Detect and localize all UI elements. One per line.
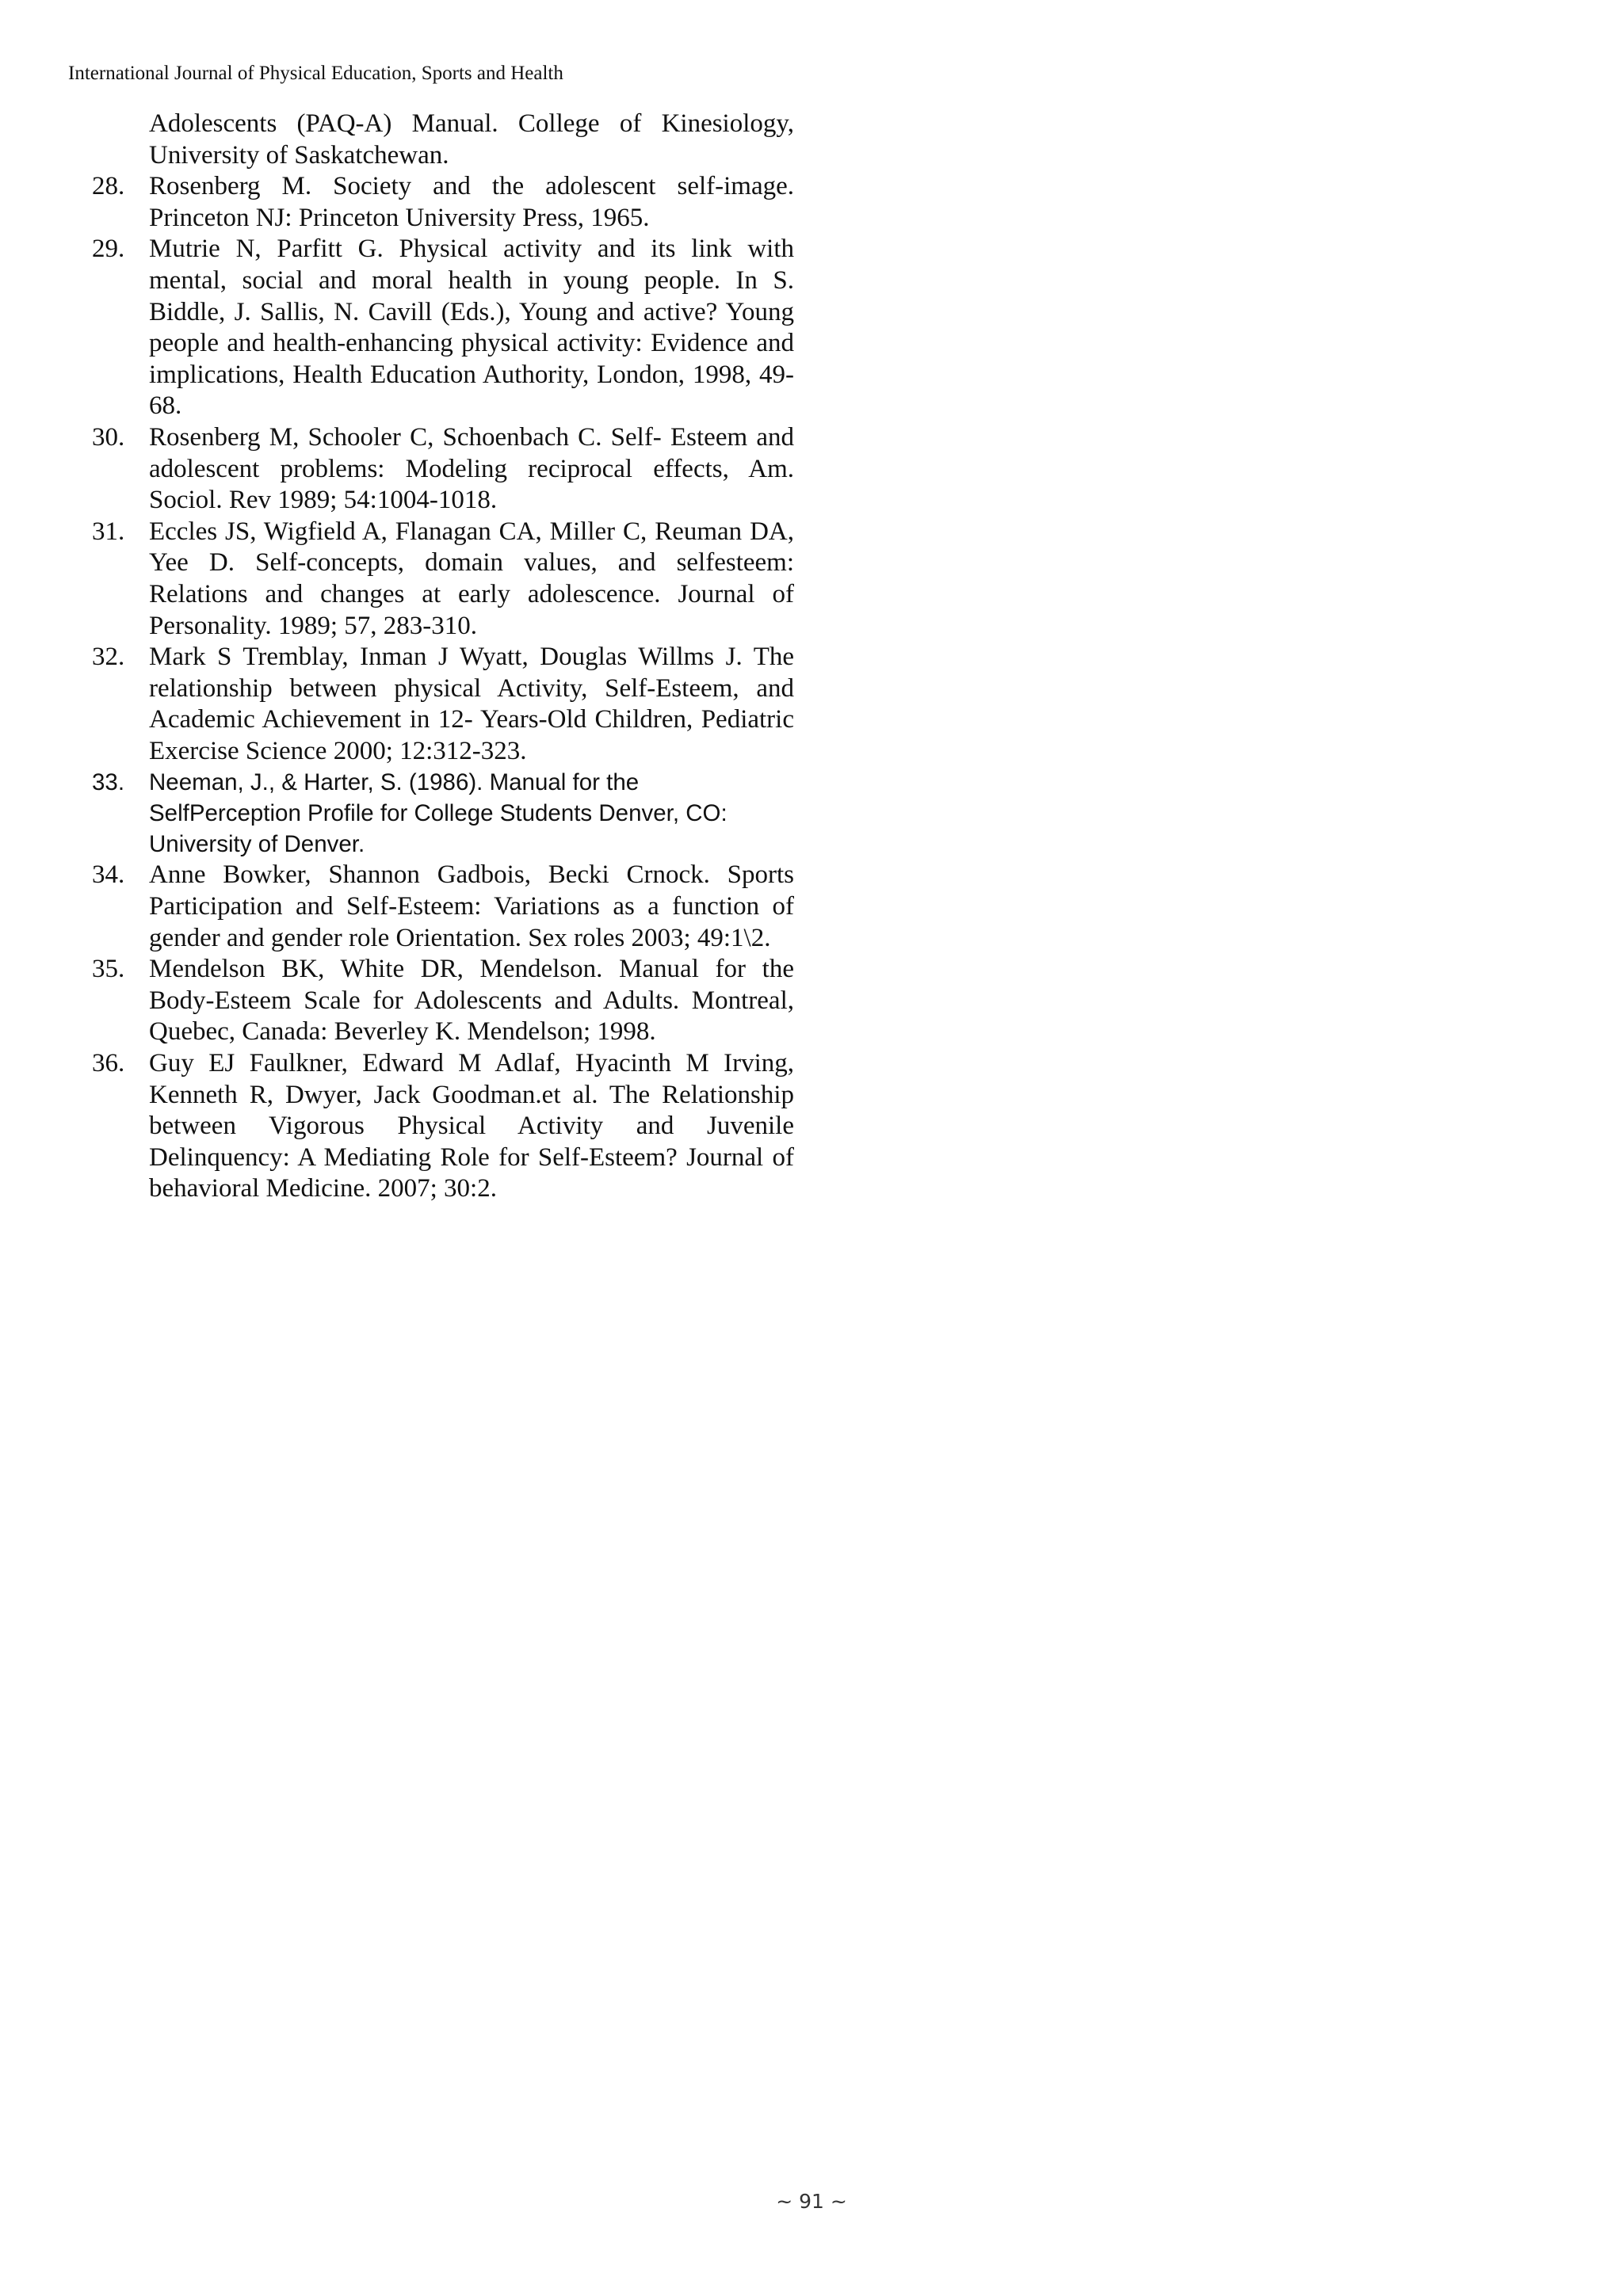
reference-text: Guy EJ Faulkner, Edward M Adlaf, Hyacinth M Irving, Kenneth R, Dwyer, Jack Goodman.et al. The Relationship between Vigorous Physical Activity and Juvenile Delinquency: A Mediating Role for Self-Esteem? Journal of behavioral Medicine. 2007; 30:2.	[149, 1049, 794, 1203]
reference-number: 31.	[92, 517, 125, 546]
reference-number: 30.	[92, 422, 125, 452]
running-header: International Journal of Physical Education, Sports and Health	[68, 63, 563, 84]
reference-text: Rosenberg M, Schooler C, Schoenbach C. Self- Esteem and adolescent problems: Modeling reciprocal effects, Am. Sociol. Rev 1989; 54:1004-1018.	[149, 422, 794, 515]
reference-text: Rosenberg M. Society and the adolescent self-image. Princeton NJ: Princeton University Press, 1965.	[149, 172, 794, 232]
reference-number: 35.	[92, 955, 125, 984]
reference-item	[92, 517, 794, 642]
reference-item	[92, 234, 794, 422]
reference-item	[92, 767, 794, 860]
reference-text: Anne Bowker, Shannon Gadbois, Becki Crnock. Sports Participation and Self-Esteem: Variations as a function of gender and gender role Orientation. Sex roles 2003; 49:1\2.	[149, 860, 794, 952]
reference-item	[92, 422, 794, 517]
reference-text: Mendelson BK, White DR, Mendelson. Manual for the Body-Esteem Scale for Adolescents and Adults. Montreal, Quebec, Canada: Beverley K. Mendelson; 1998.	[149, 955, 794, 1047]
page-number: ~ 91 ~	[776, 2190, 847, 2213]
reference-text: Eccles JS, Wigfield A, Flanagan CA, Miller C, Reuman DA, Yee D. Self-concepts, domain values, and selfesteem: Relations and changes at early adolescence. Journal of Personality. 1989; 57, 283-310.	[149, 517, 794, 640]
reference-number: 34.	[92, 860, 125, 890]
reference-text: Adolescents (PAQ-A) Manual. College of Kinesiology, University of Saskatchewan.	[149, 109, 794, 170]
reference-number: 33.	[92, 769, 125, 796]
reference-item	[92, 171, 794, 234]
reference-item	[92, 1048, 794, 1205]
reference-item	[92, 954, 794, 1048]
reference-number: 28.	[92, 172, 125, 201]
reference-number: 32.	[92, 643, 125, 672]
reference-list	[92, 109, 794, 1205]
reference-item	[92, 109, 794, 171]
reference-item	[92, 860, 794, 954]
reference-text: Mutrie N, Parfitt G. Physical activity and its link with mental, social and moral health in young people. In S. Biddle, J. Sallis, N. Cavill (Eds.), Young and active? Young people and health-enhancing physical activity: Evidence and implications, Health Education Authority, London, 1998, 49-68.	[149, 235, 794, 421]
reference-number: 29.	[92, 235, 125, 264]
reference-number: 36.	[92, 1049, 125, 1078]
reference-text: Neeman, J., & Harter, S. (1986). Manual for the SelfPerception Profile for College Students Denver, CO: University of Denver.	[149, 769, 727, 858]
reference-item	[92, 642, 794, 767]
reference-text: Mark S Tremblay, Inman J Wyatt, Douglas Willms J. The relationship between physical Activity, Self-Esteem, and Academic Achievement in 12- Years-Old Children, Pediatric Exercise Science 2000; 12:312-323.	[149, 643, 794, 765]
